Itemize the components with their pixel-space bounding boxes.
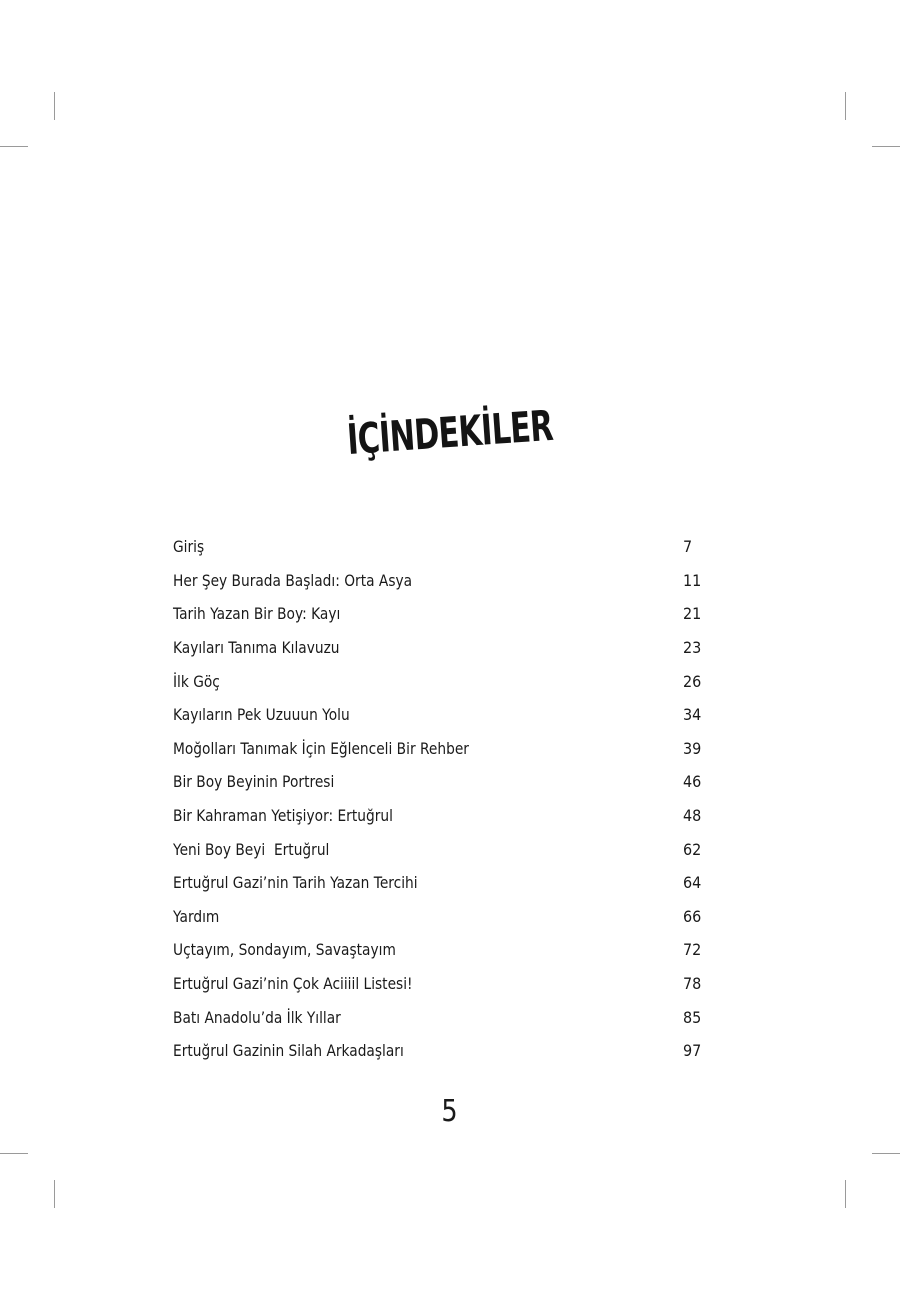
toc-entry-title: Bir Kahraman Yetişiyor: Ertuğrul xyxy=(173,806,393,826)
toc-entry-title: Batı Anadolu’da İlk Yıllar xyxy=(173,1007,341,1027)
toc-entry-page: 78 xyxy=(683,974,702,994)
toc-entry[interactable] xyxy=(173,1000,705,1034)
toc-entry-page: 64 xyxy=(683,873,702,893)
toc-entry[interactable] xyxy=(173,765,705,799)
crop-mark-bottom-right-vertical xyxy=(845,1180,846,1208)
page-title: İÇİNDEKİLER xyxy=(345,400,555,465)
toc-entry-title: İlk Göç xyxy=(173,671,220,691)
toc-entry-page: 48 xyxy=(683,806,702,826)
toc-entry-title: Yeni Boy Beyi Ertuğrul xyxy=(173,839,330,859)
toc-entry-title: Uçtayım, Sondayım, Savaştayım xyxy=(173,940,396,960)
toc-entry[interactable] xyxy=(173,530,705,564)
page-number: 5 xyxy=(441,1094,459,1129)
toc-entry-page: 66 xyxy=(683,906,702,926)
toc-entry[interactable] xyxy=(173,664,705,698)
toc-entry-page: 72 xyxy=(683,940,702,960)
toc-entry[interactable] xyxy=(173,933,705,967)
toc-entry-title: Tarih Yazan Bir Boy: Kayı xyxy=(173,604,341,624)
toc-entry-title: Ertuğrul Gazinin Silah Arkadaşları xyxy=(173,1041,404,1061)
toc-entry[interactable] xyxy=(173,799,705,833)
toc-entry[interactable] xyxy=(173,900,705,934)
toc-entry-title: Moğolları Tanımak İçin Eğlenceli Bir Rehber xyxy=(173,738,469,758)
toc-entry-title: Ertuğrul Gazi’nin Tarih Yazan Tercihi xyxy=(173,873,418,893)
toc-entry-title: Bir Boy Beyinin Portresi xyxy=(173,772,335,792)
toc-entry-title: Giriş xyxy=(173,537,205,557)
toc-entry[interactable] xyxy=(173,631,705,665)
toc-entry-page: 21 xyxy=(683,604,702,624)
toc-entry[interactable] xyxy=(173,732,705,766)
toc-entry[interactable] xyxy=(173,832,705,866)
page-number-container xyxy=(0,1094,900,1129)
toc-entry-page: 7 xyxy=(683,537,693,557)
crop-mark-top-left-vertical xyxy=(54,92,55,120)
crop-mark-bottom-left-horizontal xyxy=(0,1153,28,1154)
crop-mark-top-right-horizontal xyxy=(872,146,900,147)
toc-entry-page: 46 xyxy=(683,772,702,792)
toc-entry[interactable] xyxy=(173,866,705,900)
toc-entry[interactable] xyxy=(173,564,705,598)
toc-entry-page: 34 xyxy=(683,705,702,725)
page-title-container xyxy=(0,400,900,465)
toc-entry-page: 26 xyxy=(683,671,702,691)
toc-entry-title: Ertuğrul Gazi’nin Çok Aciiiil Listesi! xyxy=(173,974,413,994)
toc-entry-page: 39 xyxy=(683,738,702,758)
toc-entry[interactable] xyxy=(173,597,705,631)
crop-mark-top-left-horizontal xyxy=(0,146,28,147)
table-of-contents xyxy=(173,530,705,1068)
toc-entry-page: 97 xyxy=(683,1041,702,1061)
toc-entry-page: 23 xyxy=(683,638,702,658)
toc-entry[interactable] xyxy=(173,1034,705,1068)
crop-mark-bottom-right-horizontal xyxy=(872,1153,900,1154)
toc-entry[interactable] xyxy=(173,967,705,1001)
toc-entry-title: Kayıların Pek Uzuuun Yolu xyxy=(173,705,350,725)
crop-mark-top-right-vertical xyxy=(845,92,846,120)
crop-mark-bottom-left-vertical xyxy=(54,1180,55,1208)
toc-entry-page: 11 xyxy=(683,570,702,590)
toc-entry-title: Kayıları Tanıma Kılavuzu xyxy=(173,638,340,658)
toc-entry-title: Her Şey Burada Başladı: Orta Asya xyxy=(173,570,413,590)
toc-entry-title: Yardım xyxy=(173,906,220,926)
toc-entry-page: 62 xyxy=(683,839,702,859)
toc-entry[interactable] xyxy=(173,698,705,732)
toc-entry-page: 85 xyxy=(683,1007,702,1027)
